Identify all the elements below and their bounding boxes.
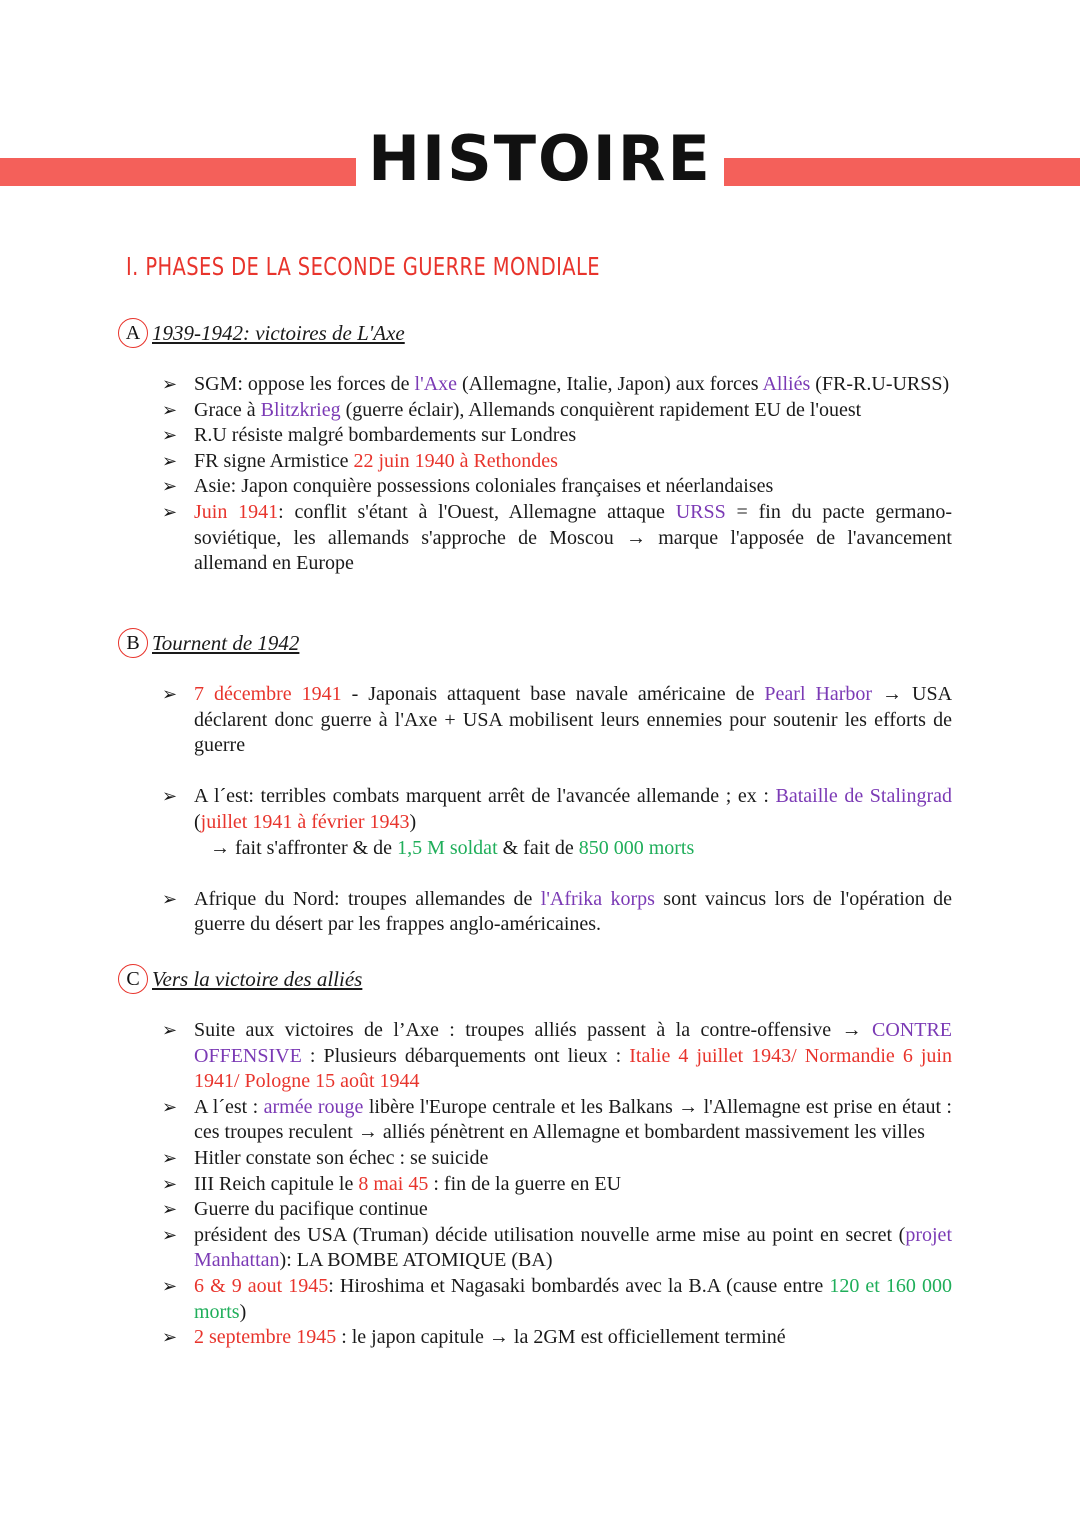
arrow-bullet-icon: ➢ — [162, 1275, 178, 1296]
list-item: ➢ Suite aux victoires de l’Axe : troupes alliés passent à la contre-offensive → CONTRE OFFENSIVE : Plusieurs débarquements ont lieux : Italie 4 juillet 1943/ Normandie 6 juin 1941/ Pologne 15 août 1944 — [162, 1019, 952, 1093]
arrow-bullet-icon: ➢ — [162, 1173, 178, 1194]
arrow-bullet-icon: ➢ — [162, 888, 178, 909]
arrow-bullet-icon: ➢ — [162, 1147, 178, 1168]
section-c-title: Vers la victoire des alliés — [152, 966, 363, 991]
arrow-bullet-icon: ➢ — [162, 476, 178, 497]
page-title-wrapper — [0, 122, 1080, 195]
list-item: ➢ Asie: Japon conquière possessions coloniales françaises et néerlandaises — [162, 474, 952, 500]
section-b-title: Tournent de 1942 — [152, 630, 300, 655]
list-item: ➢ Hitler constate son échec : se suicide — [162, 1146, 952, 1172]
arrow-bullet-icon: ➢ — [162, 425, 178, 446]
section-b-header — [118, 628, 299, 658]
arrow-bullet-icon: ➢ — [162, 1224, 178, 1245]
list-item: ➢ III Reich capitule le 8 mai 45 : fin de la guerre en EU — [162, 1172, 952, 1198]
list-item: ➢ R.U résiste malgré bombardements sur Londres — [162, 423, 952, 449]
section-a-letter: A — [118, 318, 148, 348]
list-item: ➢ Juin 1941: conflit s'étant à l'Ouest, Allemagne attaque URSS = fin du pacte germano-soviétique, les allemands s'approche de Moscou → marque l'apposée de l'avancement allemand en Europe — [162, 500, 952, 575]
section-a-header — [118, 318, 405, 348]
sub-line: → fait s'affronter & de 1,5 M soldat & fait de 850 000 morts — [210, 836, 695, 859]
section-a-title: 1939-1942: victoires de L'Axe — [152, 320, 405, 345]
arrow-bullet-icon: ➢ — [162, 1327, 178, 1348]
list-item: ➢ Guerre du pacifique continue — [162, 1197, 952, 1223]
list-item: ➢ FR signe Armistice 22 juin 1940 à Rethondes — [162, 449, 952, 475]
part-heading: I. PHASES DE LA SECONDE GUERRE MONDIALE — [126, 252, 600, 281]
section-a-list — [162, 372, 952, 577]
arrow-bullet-icon: ➢ — [162, 399, 178, 420]
arrow-bullet-icon: ➢ — [162, 374, 178, 394]
arrow-bullet-icon: ➢ — [162, 1096, 178, 1117]
list-item: ➢ 7 décembre 1941 - Japonais attaquent base navale américaine de Pearl Harbor → USA déclarent donc guerre à l'Axe + USA mobilisent leurs ennemies pour soutenir les efforts de guerre — [162, 683, 953, 757]
list-item: ➢ Afrique du Nord: troupes allemandes de l'Afrika korps sont vaincus lors de l'opération de guerre du désert par les frappes anglo-américaines. — [162, 887, 952, 936]
section-c-list — [162, 1018, 952, 1351]
list-item: ➢ A l´est : armée rouge libère l'Europe centrale et les Balkans → l'Allemagne est prise en étaut : ces troupes reculent → alliés pénètrent en Allemagne et bombardent massivement les villes — [162, 1095, 952, 1144]
list-item: ➢ A l´est: terribles combats marquent arrêt de l'avancée allemande ; ex : Bataille de Stalingrad (juillet 1941 à février 1943) → fait s'affronter & de 1,5 M soldat & fait de 850 000 morts — [162, 784, 952, 861]
section-c-letter: C — [118, 964, 148, 994]
arrow-bullet-icon: ➢ — [162, 1199, 178, 1220]
arrow-bullet-icon: ➢ — [162, 1020, 178, 1040]
arrow-bullet-icon: ➢ — [162, 786, 178, 807]
section-c-header — [118, 964, 362, 994]
list-item: ➢ SGM: oppose les forces de l'Axe (Allemagne, Italie, Japon) aux forces Alliés (FR-R.U-URSS) — [162, 372, 952, 398]
page-title: HISTOIRE — [356, 122, 724, 195]
section-b-letter: B — [118, 628, 148, 658]
list-item: ➢ 6 & 9 aout 1945: Hiroshima et Nagasaki bombardés avec la B.A (cause entre 120 et 160 000 morts) — [162, 1274, 952, 1323]
arrow-bullet-icon: ➢ — [162, 450, 178, 471]
arrow-bullet-icon: ➢ — [162, 684, 178, 704]
section-b-list — [162, 682, 952, 938]
list-item: ➢ président des USA (Truman) décide utilisation nouvelle arme mise au point en secret (projet Manhattan): LA BOMBE ATOMIQUE (BA) — [162, 1223, 952, 1272]
list-item: ➢ 2 septembre 1945 : le japon capitule → la 2GM est officiellement terminé — [162, 1325, 952, 1351]
arrow-bullet-icon: ➢ — [162, 501, 178, 522]
list-item: ➢ Grace à Blitzkrieg (guerre éclair), Allemands conquièrent rapidement EU de l'ouest — [162, 398, 952, 424]
